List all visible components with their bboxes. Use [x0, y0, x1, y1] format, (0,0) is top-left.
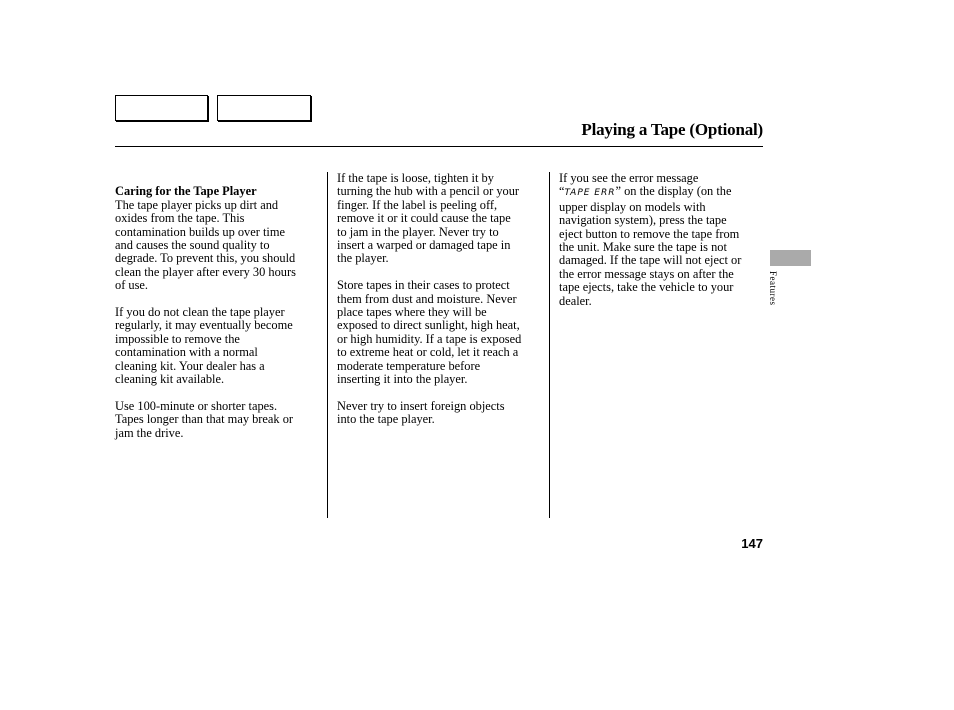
text-column-2 — [337, 172, 543, 440]
text-column-3 — [559, 172, 765, 321]
section-tab — [770, 250, 811, 266]
quote-open: “ — [559, 184, 565, 199]
nav-box-previous[interactable] — [115, 95, 208, 121]
column-divider — [327, 172, 328, 518]
paragraph: Never try to insert foreign objects into the tape player. — [337, 398, 505, 427]
paragraph: If the tape is loose, tighten it by turning the hub with a pencil or your finger. If the label is peeling off, remove it or it could cause the tape to jam in the player. Never try to insert a warped or damaged tape in the player. — [337, 171, 520, 266]
section-heading: Caring for the Tape Player — [115, 184, 257, 199]
error-message-display: TAPE ERR — [564, 188, 616, 199]
page-number: 147 — [741, 536, 763, 551]
page-title: Playing a Tape (Optional) — [581, 120, 763, 139]
paragraph: Store tapes in their cases to protect them from dust and moisture. Never place tapes where they will be exposed to direct sunlight, high heat, or high humidity. If a tape is exposed to extreme heat or cold, let it reach a moderate temperature before inserting it into the player. — [337, 278, 522, 387]
nav-box-next[interactable] — [217, 95, 311, 121]
title-rule — [115, 146, 763, 147]
paragraph: If you do not clean the tape player regularly, it may eventually become impossible to remove the contamination with a normal cleaning kit. Your dealer has a cleaning kit available. — [115, 305, 293, 387]
column-divider — [549, 172, 550, 518]
paragraph — [559, 172, 765, 308]
text-column-1 — [115, 172, 321, 453]
paragraph-rest: ” on the display (on the upper display on models with navigation system), press the tape eject button to remove the tape from the unit. Make sure the tape is not damaged. If the tape will not eject or the error message stays on after the tape ejects, take the vehicle to your dealer. — [559, 184, 742, 308]
paragraph: Use 100-minute or shorter tapes. Tapes longer than that may break or jam the drive. — [115, 398, 294, 440]
section-label: Features — [768, 271, 778, 306]
paragraph-line: If you see the error message — [559, 171, 699, 185]
paragraph: The tape player picks up dirt and oxides from the tape. This contamination builds up over time and causes the sound quality to degrade. To prevent this, you should clean the player after every 30 hours of use. — [115, 197, 296, 293]
